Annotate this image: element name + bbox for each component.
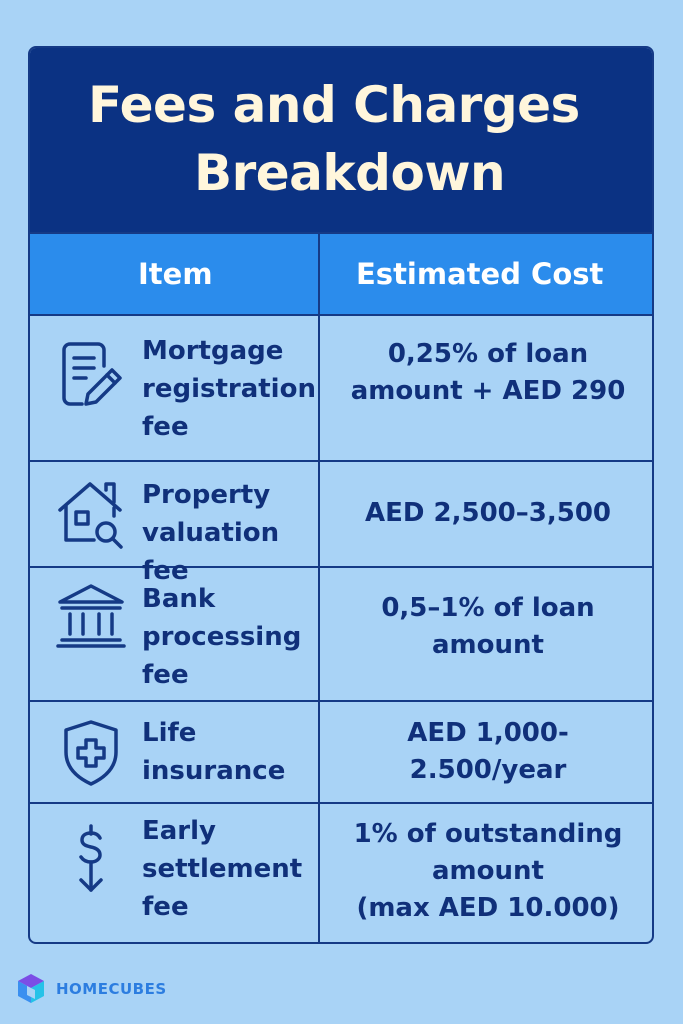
page-title-line-1: Fees and Charges <box>88 76 580 134</box>
cost-value: AED 1,000- 2.500/year <box>407 718 569 785</box>
cost-value: 0,5–1% of loan amount <box>381 593 595 660</box>
item-label: Bank processing fee <box>142 584 302 690</box>
table-row-property-valuation <box>30 462 652 586</box>
table-row-bank-processing <box>30 568 652 702</box>
shield-cross-icon <box>54 716 128 790</box>
fees-table-card <box>28 46 654 944</box>
title-bar <box>30 48 652 232</box>
table-row-mortgage-registration <box>30 316 652 462</box>
brand <box>14 972 167 1006</box>
document-pen-icon <box>54 336 128 410</box>
brand-name: HOMECUBES <box>56 980 167 998</box>
table-row-life-insurance <box>30 702 652 804</box>
item-label: Early settlement fee <box>142 816 303 922</box>
column-divider <box>318 232 320 944</box>
cost-value: 0,25% of loan amount + AED 290 <box>350 339 626 406</box>
table-row-early-settlement <box>30 804 652 944</box>
cost-value: 1% of outstanding amount (max AED 10.000) <box>353 819 623 923</box>
cost-value: AED 2,500–3,500 <box>365 498 611 528</box>
item-label: Property valuation fee <box>142 480 280 586</box>
table-header-row <box>30 232 652 316</box>
homecubes-logo-icon <box>14 972 48 1006</box>
dollar-down-arrow-icon <box>54 822 128 896</box>
header-item: Item <box>138 257 213 291</box>
item-label: Life insurance <box>142 718 286 786</box>
page-title-line-2: Breakdown <box>194 144 506 202</box>
header-estimated-cost: Estimated Cost <box>356 257 604 291</box>
bank-icon <box>54 578 128 652</box>
item-label: Mortgage registration fee <box>142 336 316 442</box>
house-search-icon <box>54 476 128 550</box>
